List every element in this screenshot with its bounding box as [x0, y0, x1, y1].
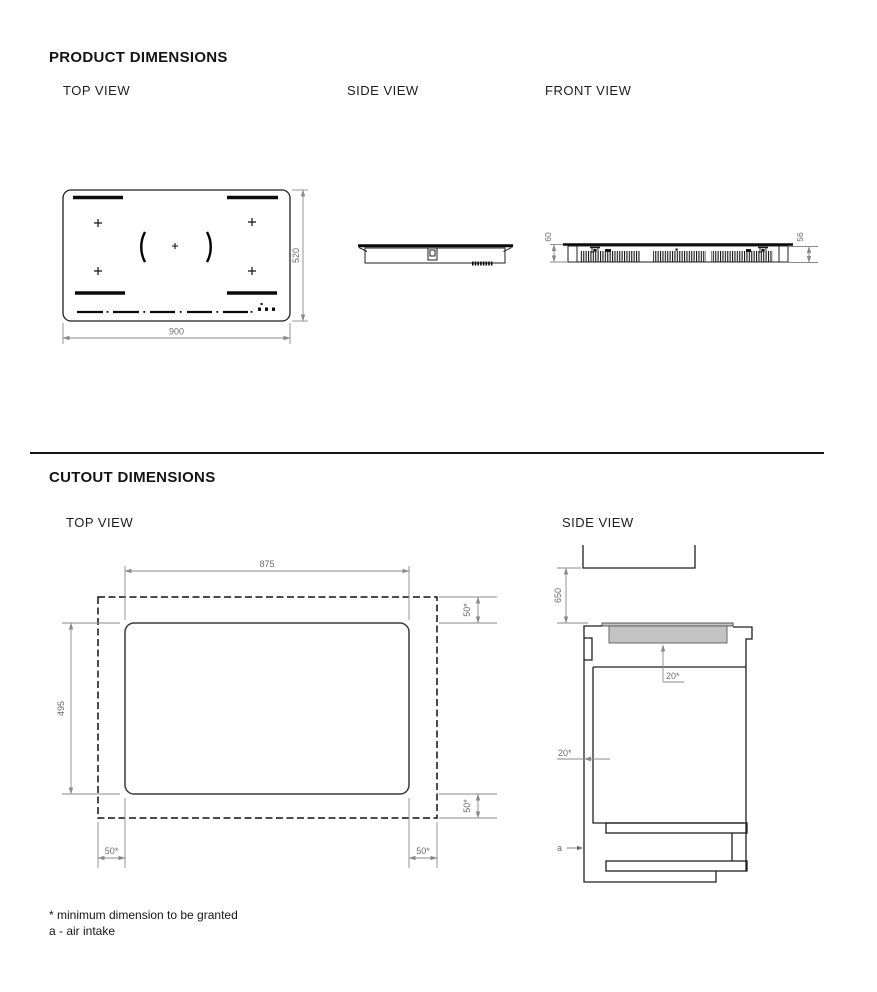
- dim-label-900: 900: [168, 326, 185, 337]
- product-top-view-drawing: [40, 180, 320, 350]
- dim-label-below-20: 20*: [666, 671, 680, 681]
- dim-label-650: 650: [553, 587, 563, 604]
- dim-label-520: 520: [291, 247, 301, 264]
- cutout-opening-outline: [125, 623, 409, 794]
- cutout-top-view-label: TOP VIEW: [66, 515, 134, 530]
- dim-label-side-20: 20*: [558, 748, 572, 758]
- hob-top-outline: [63, 190, 290, 321]
- product-top-view-label: TOP VIEW: [63, 83, 131, 98]
- cutout-side-view-label: SIDE VIEW: [562, 515, 634, 530]
- dim-label-right-50: 50*: [416, 846, 430, 856]
- footnote-air-intake: a - air intake: [49, 924, 116, 938]
- vent-slots: [580, 251, 773, 262]
- product-front-view-label: FRONT VIEW: [545, 83, 632, 98]
- installed-hob: [602, 623, 733, 643]
- dim-body-height-56: [788, 247, 818, 263]
- dim-total-height-60: [550, 245, 568, 263]
- air-intake-pointer: [567, 846, 583, 850]
- dim-cutout-width-875: [125, 566, 409, 620]
- dim-label-bottom-50: 50*: [462, 799, 472, 813]
- dim-left-clearance-50: [98, 798, 125, 868]
- dim-label-56: 56: [795, 232, 805, 242]
- dim-label-875: 875: [259, 559, 275, 569]
- dim-label-495: 495: [56, 700, 66, 717]
- dim-label-top-50: 50*: [462, 603, 472, 617]
- dim-label-60: 60: [543, 232, 553, 242]
- product-front-view-drawing: [540, 225, 840, 280]
- cutout-dimensions-title: CUTOUT DIMENSIONS: [49, 469, 216, 486]
- air-intake-label: a: [557, 843, 563, 853]
- section-divider: [30, 452, 824, 454]
- product-side-view-drawing: [340, 228, 530, 283]
- product-dimensions-title: PRODUCT DIMENSIONS: [49, 49, 228, 66]
- hood-outline: [583, 545, 695, 568]
- footnote-minimum-dimension: * minimum dimension to be granted: [49, 908, 238, 922]
- cutout-side-view-drawing: [545, 535, 825, 890]
- dim-right-clearance-50: [409, 798, 437, 868]
- cutout-top-view-drawing: [50, 550, 510, 880]
- dim-label-left-50: 50*: [104, 846, 119, 856]
- dim-cutout-depth-495: [62, 623, 120, 794]
- product-side-view-label: SIDE VIEW: [347, 83, 419, 98]
- cabinet-outline: [584, 626, 752, 882]
